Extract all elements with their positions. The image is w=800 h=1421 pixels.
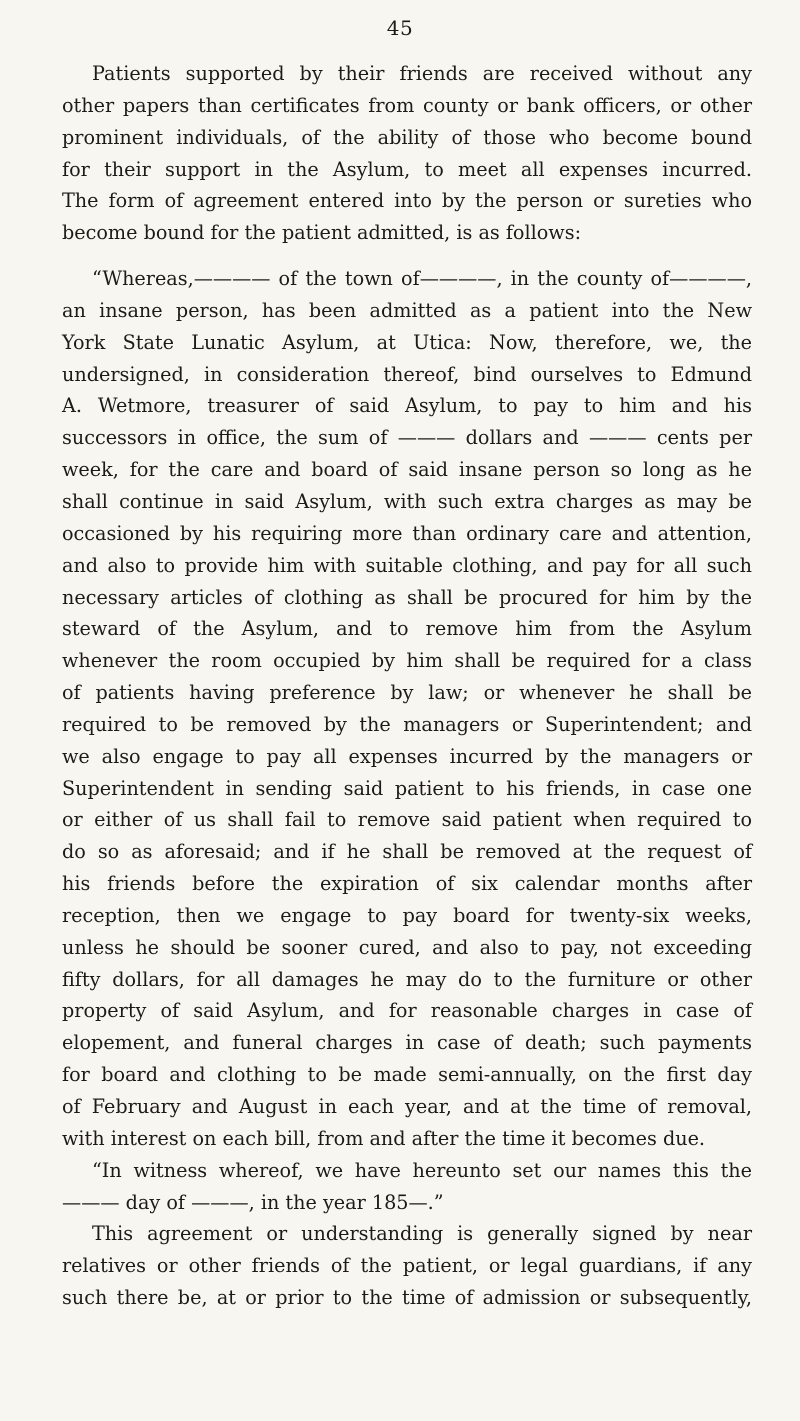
text-line: property of said Asylum, and for reasonable charges in case of — [62, 999, 752, 1023]
text-line: for their support in the Asylum, to meet all expenses incurred. — [62, 157, 752, 181]
text-line: we also engage to pay all expenses incurred by the managers or — [62, 744, 752, 768]
text-line: do so as aforesaid; and if he shall be removed at the request of — [62, 840, 752, 864]
text-line: of patients having preference by law; or whenever he shall be — [62, 681, 752, 705]
text-line: his friends before the expiration of six calendar months after — [62, 872, 752, 896]
text-line: with interest on each bill, from and after the time it becomes due. — [62, 1126, 706, 1150]
text-line: Superintendent in sending said patient to his friends, in case one — [62, 776, 752, 800]
text-line: ——— day of ———, in the year 185—.” — [62, 1190, 444, 1214]
text-line: an insane person, has been admitted as a patient into the New — [62, 298, 752, 322]
text-line: reception, then we engage to pay board for twenty-six weeks, — [62, 903, 752, 927]
text-line: A. Wetmore, treasurer of said Asylum, to pay to him and his — [62, 394, 752, 418]
text-line: week, for the care and board of said insane person so long as he — [62, 458, 752, 482]
text-line: steward of the Asylum, and to remove him from the Asylum — [62, 617, 752, 641]
text-line: This agreement or understanding is generally signed by near — [92, 1222, 752, 1246]
text-line: elopement, and funeral charges in case of death; such payments — [62, 1031, 752, 1055]
text-line: other papers than certificates from county or bank officers, or other — [62, 93, 752, 117]
text-line: undersigned, in consideration thereof, bind ourselves to Edmund — [62, 362, 752, 386]
text-line: “Whereas,———— of the town of————, in the county of————, — [92, 267, 752, 291]
text-line: for board and clothing to be made semi-annually, on the first day — [62, 1063, 752, 1087]
text-line: prominent individuals, of the ability of those who become bound — [62, 125, 752, 149]
paragraph-admission-terms — [62, 58, 752, 249]
text-line: become bound for the patient admitted, is as follows: — [62, 221, 582, 245]
text-line: or either of us shall fail to remove said patient when required to — [62, 808, 752, 832]
text-line: unless he should be sooner cured, and also to pay, not exceeding — [62, 935, 752, 959]
text-line: Patients supported by their friends are received without any — [92, 62, 752, 85]
text-line: required to be removed by the managers or Superintendent; and — [62, 712, 752, 736]
paragraph-signing-note — [62, 1218, 752, 1314]
text-line: of February and August in each year, and at the time of removal, — [62, 1095, 752, 1118]
text-line: whenever the room occupied by him shall be required for a class — [62, 649, 752, 673]
text-line: “In witness whereof, we have hereunto set our names this the — [92, 1158, 752, 1182]
text-line: relatives or other friends of the patient, or legal guardians, if any — [62, 1254, 752, 1278]
page-body — [62, 58, 752, 1314]
paragraph-spacer — [62, 249, 752, 263]
text-line: shall continue in said Asylum, with such extra charges as may be — [62, 489, 752, 513]
text-line: fifty dollars, for all damages he may do to the furniture or other — [62, 967, 752, 991]
page-number: 45 — [386, 16, 414, 40]
text-line: The form of agreement entered into by the person or sureties who — [62, 189, 752, 213]
text-line: occasioned by his requiring more than ordinary care and attention, — [62, 521, 752, 545]
text-line: York State Lunatic Asylum, at Utica: Now, therefore, we, the — [62, 330, 752, 354]
text-line: and also to provide him with suitable clothing, and pay for all such — [62, 553, 752, 577]
text-line: such there be, at or prior to the time of admission or subsequently, — [62, 1286, 752, 1310]
text-line: successors in office, the sum of ——— dollars and ——— cents per — [62, 426, 752, 450]
paragraph-agreement-form — [62, 263, 752, 1155]
paragraph-witness — [62, 1155, 752, 1219]
text-line: necessary articles of clothing as shall be procured for him by the — [62, 585, 752, 609]
